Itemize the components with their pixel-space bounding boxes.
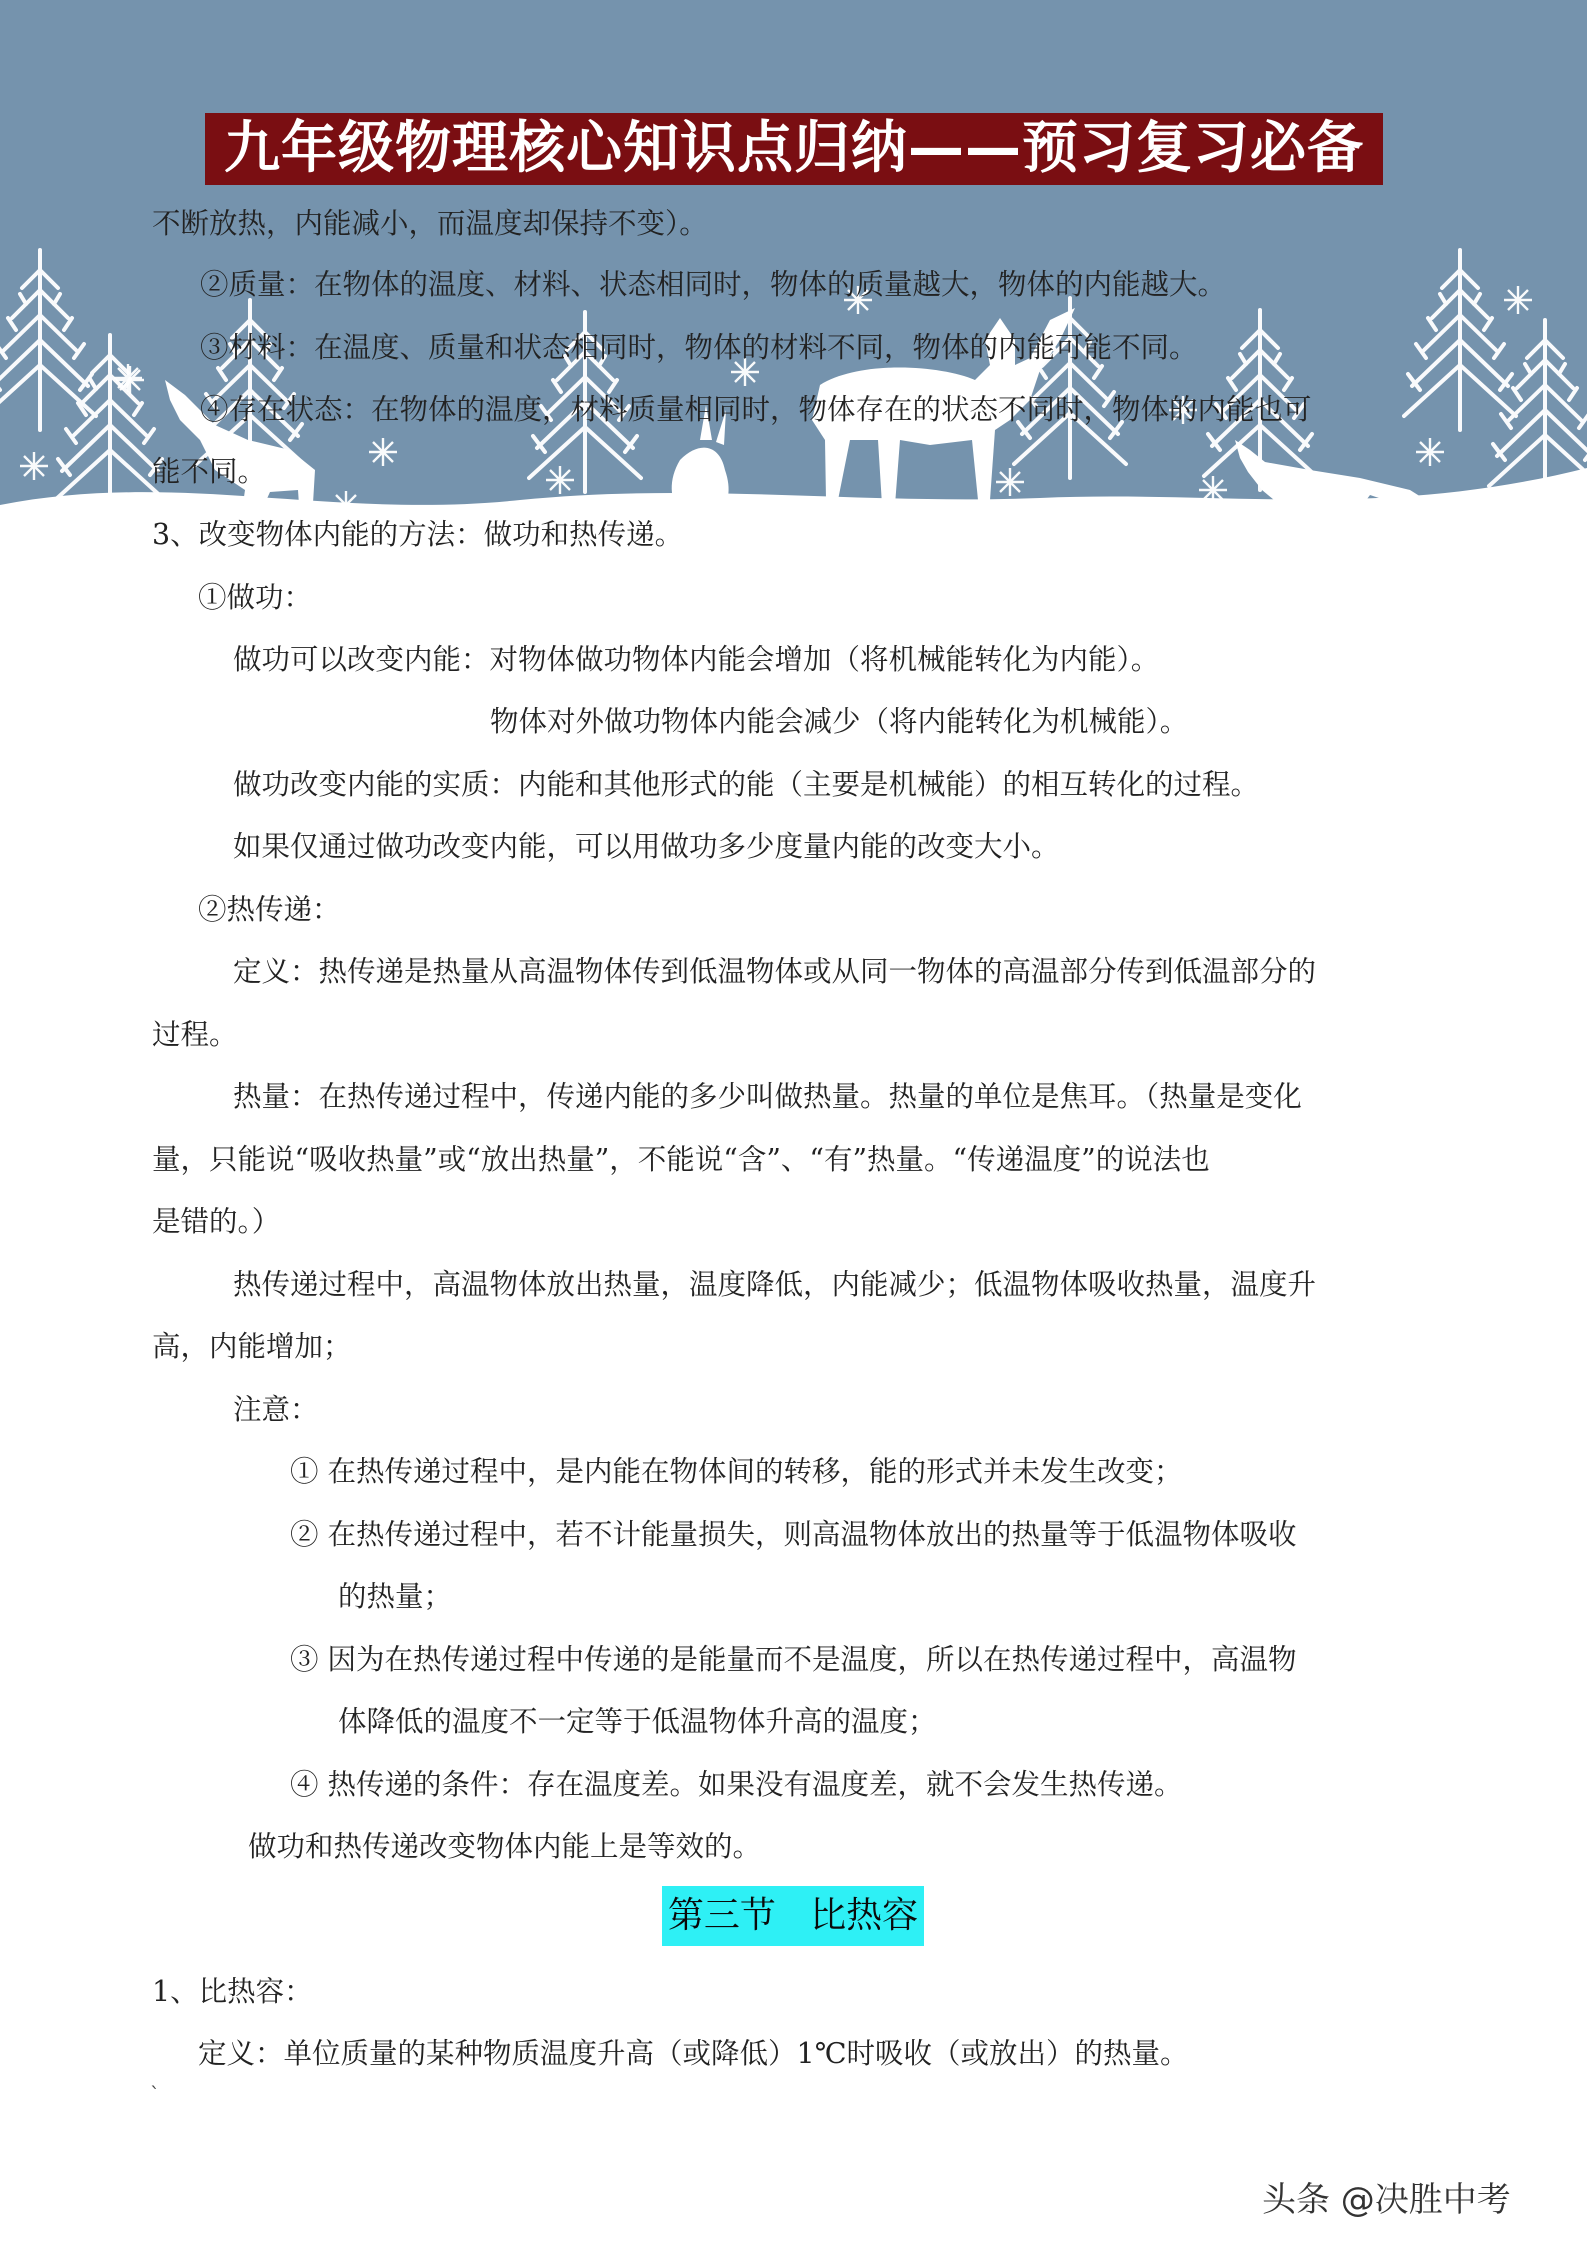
text-line: 3、改变物体内能的方法：做功和热传递。 xyxy=(152,518,684,551)
text-line: ③ 因为在热传递过程中传递的是能量而不是温度，所以在热传递过程中，高温物 xyxy=(290,1643,1297,1676)
text-line: ①做功： xyxy=(198,581,313,614)
text-line: 注意： xyxy=(233,1393,319,1426)
text-line: 做功可以改变内能：对物体做功物体内能会增加（将机械能转化为内能）。 xyxy=(233,643,1160,676)
text-line: ②质量：在物体的温度、材料、状态相同时，物体的质量越大，物体的内能越大。 xyxy=(200,268,1227,301)
text-line: 能不同。 xyxy=(152,455,267,488)
text-line: 定义：单位质量的某种物质温度升高（或降低）1℃时吸收（或放出）的热量。 xyxy=(198,2037,1189,2070)
text-line: 热传递过程中，高温物体放出热量，温度降低，内能减少；低温物体吸收热量，温度升 xyxy=(233,1268,1317,1301)
text-line: 体降低的温度不一定等于低温物体升高的温度； xyxy=(338,1705,937,1738)
text-line: ④ 热传递的条件：存在温度差。如果没有温度差，就不会发生热传递。 xyxy=(290,1768,1183,1801)
text-line: 做功改变内能的实质：内能和其他形式的能（主要是机械能）的相互转化的过程。 xyxy=(233,768,1260,801)
text-line: ③材料：在温度、质量和状态相同时，物体的材料不同，物体的内能可能不同。 xyxy=(200,331,1198,364)
text-line: 热量：在热传递过程中，传递内能的多少叫做热量。热量的单位是焦耳。（热量是变化 xyxy=(233,1080,1302,1113)
text-line: 1、比热容： xyxy=(152,1975,313,2008)
text-line: 量，只能说“吸收热量”或“放出热量”，不能说“含”、“有”热量。“传递温度”的说法也 xyxy=(152,1143,1210,1176)
text-line: 的热量； xyxy=(338,1580,453,1613)
watermark: 头条 @决胜中考 xyxy=(1262,2180,1511,2220)
text-line: ② 在热传递过程中，若不计能量损失，则高温物体放出的热量等于低温物体吸收 xyxy=(290,1518,1297,1551)
text-line: 是错的。） xyxy=(152,1205,281,1238)
stray-mark: ` xyxy=(150,2082,160,2106)
text-line: 不断放热，内能减小，而温度却保持不变）。 xyxy=(152,207,708,240)
text-line: 如果仅通过做功改变内能，可以用做功多少度量内能的改变大小。 xyxy=(233,830,1060,863)
text-line: 做功和热传递改变物体内能上是等效的。 xyxy=(248,1830,762,1863)
text-line: 物体对外做功物体内能会减少（将内能转化为机械能）。 xyxy=(490,705,1189,738)
text-line: ④存在状态：在物体的温度，材料质量相同时，物体存在的状态不同时，物体的内能也可 xyxy=(200,393,1312,426)
text-line: 高，内能增加； xyxy=(152,1330,352,1363)
text-line: ① 在热传递过程中，是内能在物体间的转移，能的形式并未发生改变； xyxy=(290,1455,1183,1488)
text-line: ②热传递： xyxy=(198,893,341,926)
text-line: 过程。 xyxy=(152,1018,238,1051)
section-heading: 第三节 比热容 xyxy=(662,1886,924,1946)
text-line: 定义：热传递是热量从高温物体传到低温物体或从同一物体的高温部分传到低温部分的 xyxy=(233,955,1317,988)
page-title: 九年级物理核心知识点归纳——预习复习必备 xyxy=(205,113,1383,185)
